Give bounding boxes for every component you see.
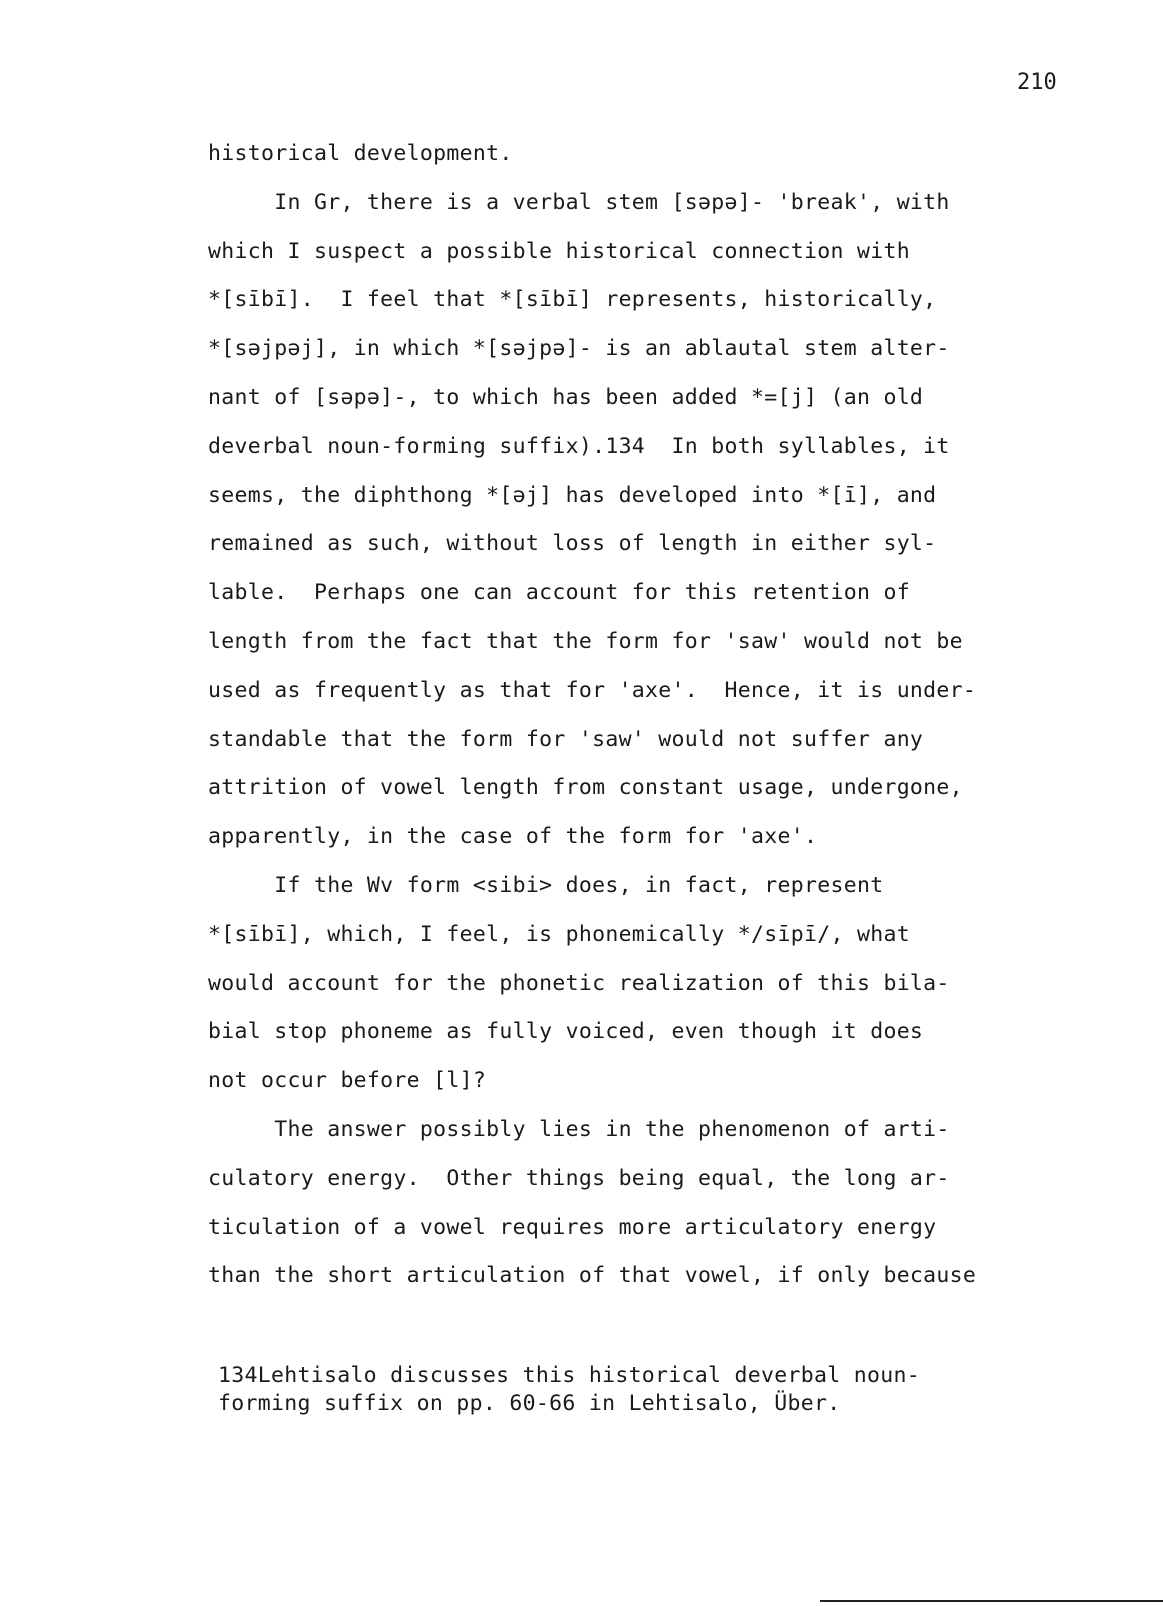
- text-line: nant of [səpə]-, to which has been added *=[j] (an old: [208, 384, 924, 410]
- text-line: would account for the phonetic realization of this bila-: [208, 970, 950, 996]
- text-line: which I suspect a possible historical connection with: [208, 238, 910, 264]
- footnote-line: forming suffix on pp. 60-66 in Lehtisalo, Über.: [218, 1391, 841, 1416]
- text-line: In Gr, there is a verbal stem [səpə]- 'break', with: [208, 189, 950, 215]
- text-line: not occur before [l]?: [208, 1068, 487, 1094]
- text-line: lable. Perhaps one can account for this retention of: [208, 580, 910, 606]
- text-line: culatory energy. Other things being equal, the long ar-: [208, 1165, 950, 1191]
- text-line: apparently, in the case of the form for 'axe'.: [208, 824, 818, 850]
- text-line: deverbal noun-forming suffix).134 In both syllables, it: [208, 433, 950, 459]
- text-line: than the short articulation of that vowel, if only because: [208, 1263, 977, 1289]
- text-line: length from the fact that the form for 'saw' would not be: [208, 628, 963, 654]
- text-line: standable that the form for 'saw' would not suffer any: [208, 726, 924, 752]
- text-line: *[sībī]. I feel that *[sībī] represents, historically,: [208, 287, 937, 313]
- text-line: historical development.: [208, 141, 513, 166]
- text-line: bial stop phoneme as fully voiced, even though it does: [208, 1019, 924, 1045]
- text-line: attrition of vowel length from constant usage, undergone,: [208, 775, 963, 801]
- text-line: ticulation of a vowel requires more articulatory energy: [208, 1214, 937, 1240]
- text-line: remained as such, without loss of length in either syl-: [208, 531, 937, 557]
- text-line: The answer possibly lies in the phenomenon of arti-: [208, 1116, 950, 1142]
- footnote-line: 134Lehtisalo discusses this historical deverbal noun-: [218, 1363, 920, 1388]
- page-number: 210: [1017, 70, 1057, 95]
- text-line: *[səjpəj], in which *[səjpə]- is an ablautal stem alter-: [208, 336, 950, 362]
- text-line: *[sībī], which, I feel, is phonemically */sīpī/, what: [208, 921, 910, 947]
- footnote: [218, 1362, 1098, 1418]
- bottom-rule: [820, 1600, 1163, 1602]
- text-line: seems, the diphthong *[əj] has developed into *[ī], and: [208, 482, 937, 508]
- text-line: used as frequently as that for 'axe'. Hence, it is under-: [208, 677, 977, 703]
- text-line: If the Wv form <sibi> does, in fact, represent: [208, 872, 884, 898]
- body-text: [208, 130, 1108, 1301]
